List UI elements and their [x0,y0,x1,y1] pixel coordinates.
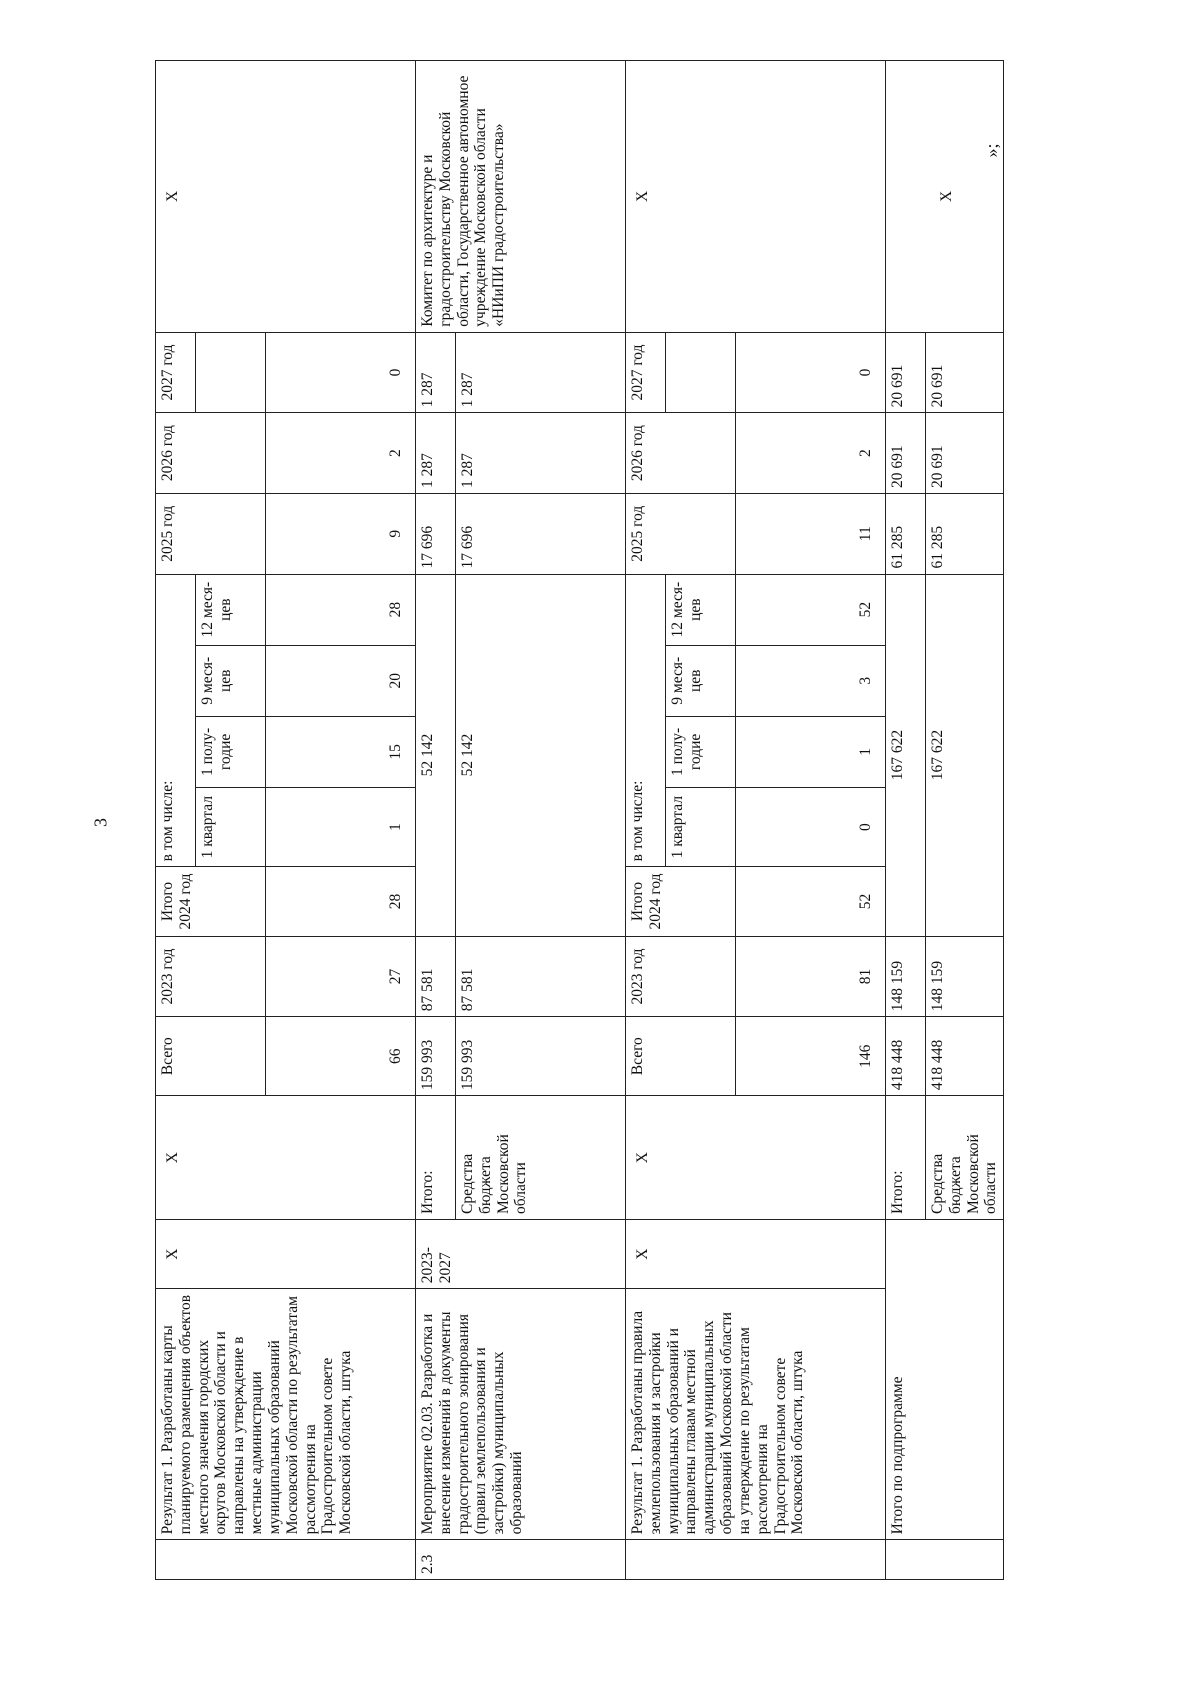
budget-2026: 20 691 [926,413,1004,494]
header-itogo-2024: Итого 2024 год [626,867,736,936]
itogo-label: Итого: [416,1096,456,1220]
value-itogo-2024: 28 [266,867,416,936]
header-2023: 2023 год [626,936,736,1017]
header-2023: 2023 год [156,936,266,1017]
budget-source-label: Средства бюджета Московской области [456,1096,626,1220]
value-itogo-2024: 52 [736,867,886,936]
budget-2023: 148 159 [926,936,1004,1017]
result-1-text: Результат 1. Разработаны карты планируемого размещения объектов местного значения городских округов Московской области и направлены на утверждение в местные администрации муниципальных образований Московской области по результатам рассмотрения на Градостроительном совете Московской области, штука [156,1289,416,1540]
header-m12: 12 меся-цев [196,574,266,645]
budget-2027: 20 691 [926,332,1004,413]
header-total: Всего [156,1017,266,1096]
value-2023: 27 [266,936,416,1017]
budget-2024: 52 142 [456,574,626,936]
header-m9: 9 меся-цев [666,645,736,716]
subprogram-total-label: Итого по подпрограмме [886,1219,1004,1539]
value-2025: 9 [266,493,416,574]
header-2027: 2027 год [626,332,666,413]
header-2025: 2025 год [626,493,736,574]
budget-2024: 167 622 [926,574,1004,936]
row-number-cell [156,1540,416,1580]
header-h1: 1 полу-годие [666,716,736,787]
page-number: 3 [90,818,111,827]
budget-total: 418 448 [926,1017,1004,1096]
source-cell: X [156,1096,416,1220]
responsible-cell: X [156,61,416,333]
header-2026: 2026 год [626,413,736,494]
itogo-total: 159 993 [416,1017,456,1096]
result-2-text: Результат 1. Разработаны правила землепользования и застройки муниципальных образований и направлены главам местной администрации муниципальных образований Московской области на утверждение по результатам рассмотрения на Градостроительном совете Московской области, штука [626,1289,886,1540]
value-h1: 1 [736,716,886,787]
value-m12: 52 [736,574,886,645]
budget-2023: 87 581 [456,936,626,1017]
total-2026: 20 691 [886,413,926,494]
header-2025: 2025 год [156,493,266,574]
header-q1: 1 квартал [666,787,736,866]
header-2027: 2027 год [156,332,196,413]
responsible-cell: X [626,61,886,333]
budget-total: 159 993 [456,1017,626,1096]
total-2024: 167 622 [886,574,926,936]
period-cell: X [626,1219,886,1288]
header-2026: 2026 год [156,413,266,494]
value-2023: 81 [736,936,886,1017]
header-including: в том числе: [156,574,196,867]
responsible-organization: Комитет по архитектуре и градостроительству Московской области, Государственное автономное учреждение Московской области «НИиПИ градостроительства» [416,61,626,333]
value-2026: 2 [266,413,416,494]
itogo-2026: 1 287 [416,413,456,494]
value-q1: 0 [736,787,886,866]
budget-2027: 1 287 [456,332,626,413]
value-2027: 0 [736,332,886,413]
event-period: 2023-2027 [416,1219,626,1288]
value-h1: 15 [266,716,416,787]
total-total: 418 448 [886,1017,926,1096]
itogo-2025: 17 696 [416,493,456,574]
header-total: Всего [626,1017,736,1096]
budget-2025: 17 696 [456,493,626,574]
header-h1: 1 полу-годие [196,716,266,787]
period-cell: X [156,1219,416,1288]
event-02-03-text: Мероприятие 02.03. Разработка и внесение изменений в документы градостроительного зонирования (правил землепользования и застройки) муниципальных образований [416,1289,626,1540]
value-2027: 0 [266,332,416,413]
itogo-2023: 87 581 [416,936,456,1017]
header-m9: 9 меся-цев [196,645,266,716]
source-cell: X [626,1096,886,1220]
responsible-cell: X [886,61,1004,333]
value-total: 66 [266,1017,416,1096]
value-m9: 20 [266,645,416,716]
row-number-cell [886,1540,1004,1580]
itogo-2024: 52 142 [416,574,456,936]
row-number-2-3: 2.3 [416,1540,626,1580]
total-2027: 20 691 [886,332,926,413]
blank-cell [666,332,736,413]
blank-cell [196,332,266,413]
header-itogo-2024: Итого 2024 год [156,867,266,936]
value-q1: 1 [266,787,416,866]
value-m12: 28 [266,574,416,645]
value-m9: 3 [736,645,886,716]
total-2025: 61 285 [886,493,926,574]
header-including: в том числе: [626,574,666,867]
itogo-label: Итого: [886,1096,926,1220]
row-number-cell [626,1540,886,1580]
header-q1: 1 квартал [196,787,266,866]
itogo-2027: 1 287 [416,332,456,413]
value-total: 146 [736,1017,886,1096]
rotated-table-container [155,60,1055,1580]
budget-2026: 1 287 [456,413,626,494]
header-m12: 12 меся-цев [666,574,736,645]
value-2026: 2 [736,413,886,494]
value-2025: 11 [736,493,886,574]
closing-mark: »; [981,143,1002,158]
budget-source-label: Средства бюджета Московской области [926,1096,1004,1220]
subprogram-table [155,60,1004,1580]
total-2023: 148 159 [886,936,926,1017]
budget-2025: 61 285 [926,493,1004,574]
